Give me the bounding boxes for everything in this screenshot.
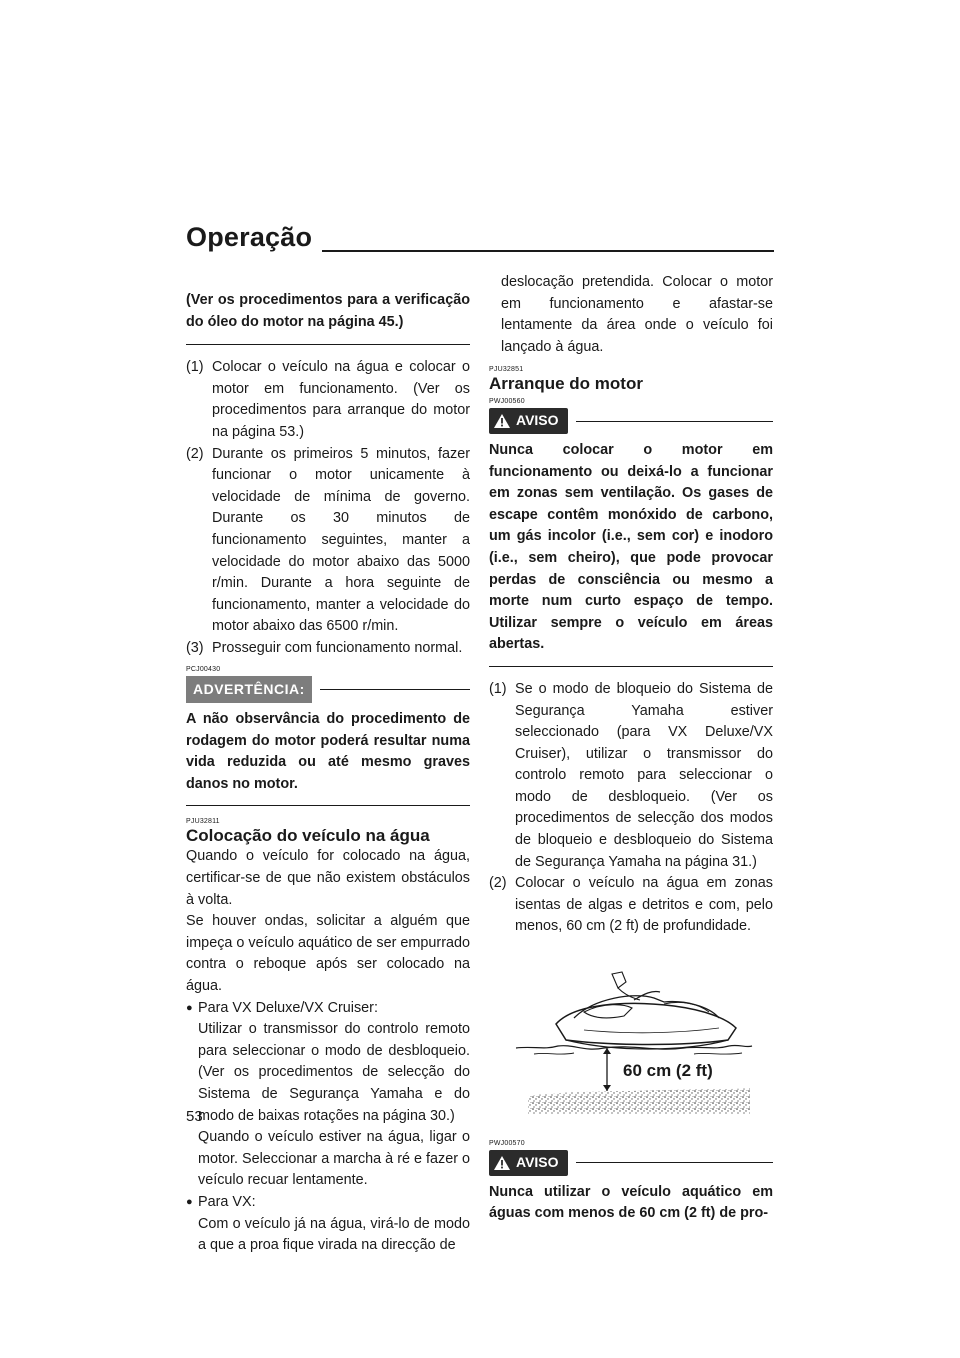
list-item bbox=[489, 679, 773, 873]
caution-code: PCJ00430 bbox=[186, 665, 221, 673]
step-text: Se o modo de bloqueio do Sistema de Segurança Yamaha estiver seleccionado (para VX Deluxe/VX Cruiser), utilizar o transmissor do controlo remoto para seleccionar o modo de desbloqueio. (Ver os procedimentos de selecção dos modos de bloqueio e desbloqueio do Sistema de Segurança Yamaha na página 31.) bbox=[515, 680, 773, 870]
start-steps bbox=[489, 679, 773, 938]
page-number: 53 bbox=[186, 1108, 203, 1125]
divider bbox=[186, 805, 470, 806]
warning-badge bbox=[489, 408, 568, 434]
list-item bbox=[186, 1192, 470, 1214]
step-text: Durante os primeiros 5 minutos, fazer funcionar o motor unicamente à velocidade de mínima de governo. Durante os 30 minutos de funcionamento seguintes, manter a velocidade do motor abaixo das 5000 r/min. Durante a hora seguinte de funcionamento, manter a velocidade do motor abaixo das 6500 r/min. bbox=[212, 445, 470, 635]
step-number: (1) bbox=[489, 680, 507, 697]
warning-triangle-icon bbox=[493, 413, 511, 429]
caution-header bbox=[186, 676, 470, 704]
bullet-text: Quando o veículo estiver na água, ligar o motor. Seleccionar a marcha à ré e fazer o veículo recuar lentamente. bbox=[198, 1129, 470, 1189]
divider bbox=[186, 344, 470, 345]
bullet-text: Utilizar o transmissor do controlo remoto para seleccionar o modo de desbloqueio. (Ver os procedimentos de selecção do Sistema de Segurança Yamaha e do modo de baixas rotações na página 30.) bbox=[198, 1021, 470, 1124]
caution-text: A não observância do procedimento de rodagem do motor poderá resultar numa vida reduzida ou até mesmo graves danos no motor. bbox=[186, 711, 470, 792]
warning-code: PWJ00560 bbox=[489, 398, 525, 406]
warning-rule bbox=[576, 1162, 773, 1163]
caution-badge: ADVERTÊNCIA: bbox=[186, 676, 312, 704]
warning-badge bbox=[489, 1150, 568, 1176]
step-text: Colocar o veículo na água e colocar o motor em funcionamento. (Ver os procedimentos para arranque do motor na página 53.) bbox=[212, 359, 470, 440]
step-text: Colocar o veículo na água em zonas isentas de algas e detritos e com, pelo menos, 60 cm (2 ft) de profundidade. bbox=[515, 875, 773, 935]
depth-label: 60 cm (2 ft) bbox=[623, 1061, 713, 1081]
bullet-icon: ● bbox=[186, 1001, 193, 1014]
title-rule bbox=[322, 250, 774, 252]
divider bbox=[489, 666, 773, 667]
list-item bbox=[186, 444, 470, 638]
list-item bbox=[489, 873, 773, 938]
page-title: Operação bbox=[186, 222, 313, 252]
oil-check-reference: (Ver os procedimentos para a verificação do óleo do motor na página 45.) bbox=[186, 292, 470, 330]
step-number: (2) bbox=[489, 875, 507, 892]
list-item bbox=[186, 357, 470, 443]
list-item bbox=[186, 998, 470, 1020]
paragraph: Se houver ondas, solicitar a alguém que impeça o veículo aquático de ser empurrado contra o reboque após ser colocado na água. bbox=[186, 913, 470, 995]
step-number: (3) bbox=[186, 639, 204, 656]
left-column bbox=[186, 290, 470, 1257]
step-number: (1) bbox=[186, 359, 204, 376]
warning-text: Nunca utilizar o veículo aquático em águas com menos de 60 cm (2 ft) de pro- bbox=[489, 1183, 773, 1222]
step-text: Prosseguir com funcionamento normal. bbox=[212, 639, 463, 656]
warning-header bbox=[489, 1150, 773, 1176]
warning-code: PWJ00570 bbox=[489, 1140, 525, 1148]
warning-triangle-icon bbox=[493, 1155, 511, 1171]
continued-text: deslocação pretendida. Colocar o motor em funcionamento e afastar-se lentamente da área onde o veículo foi lançado à água. bbox=[501, 274, 773, 355]
watercraft-depth-figure bbox=[514, 964, 754, 1114]
break-in-steps bbox=[186, 357, 470, 659]
warning-label: AVISO bbox=[516, 1154, 559, 1171]
section-code: PJU32851 bbox=[489, 366, 524, 374]
bullet-text: Com o veículo já na água, virá-lo de modo a que a proa fique virada na direcção de bbox=[198, 1215, 470, 1254]
section-code: PJU32811 bbox=[186, 818, 220, 826]
section-title-launching: Colocação do veículo na água bbox=[186, 826, 430, 846]
bullet-heading: Para VX Deluxe/VX Cruiser: bbox=[198, 999, 378, 1016]
caution-rule bbox=[320, 689, 470, 690]
warning-header bbox=[489, 408, 773, 434]
warning-rule bbox=[576, 421, 773, 422]
bullet-heading: Para VX: bbox=[198, 1193, 256, 1210]
step-number: (2) bbox=[186, 445, 204, 462]
paragraph: Quando o veículo for colocado na água, certificar-se de que não existem obstáculos à volta. bbox=[186, 848, 470, 908]
watercraft-illustration bbox=[514, 964, 754, 1114]
bullet-icon: ● bbox=[186, 1195, 193, 1208]
section-title-starting: Arranque do motor bbox=[489, 374, 643, 394]
list-item bbox=[186, 638, 470, 660]
warning-label: AVISO bbox=[516, 412, 559, 429]
warning-text: Nunca colocar o motor em funcionamento ou deixá-lo a funcionar em zonas sem ventilação. Os gases de escape contêm monóxido de carbono, um gás incolor (i.e., sem cor) e inodoro (i.e., sem cheiro), que pode provocar perdas de consciência ou mesmo a morte num curto espaço de tempo. Utilizar sempre o veículo em áreas abertas. bbox=[489, 441, 773, 653]
right-column bbox=[489, 272, 773, 1225]
